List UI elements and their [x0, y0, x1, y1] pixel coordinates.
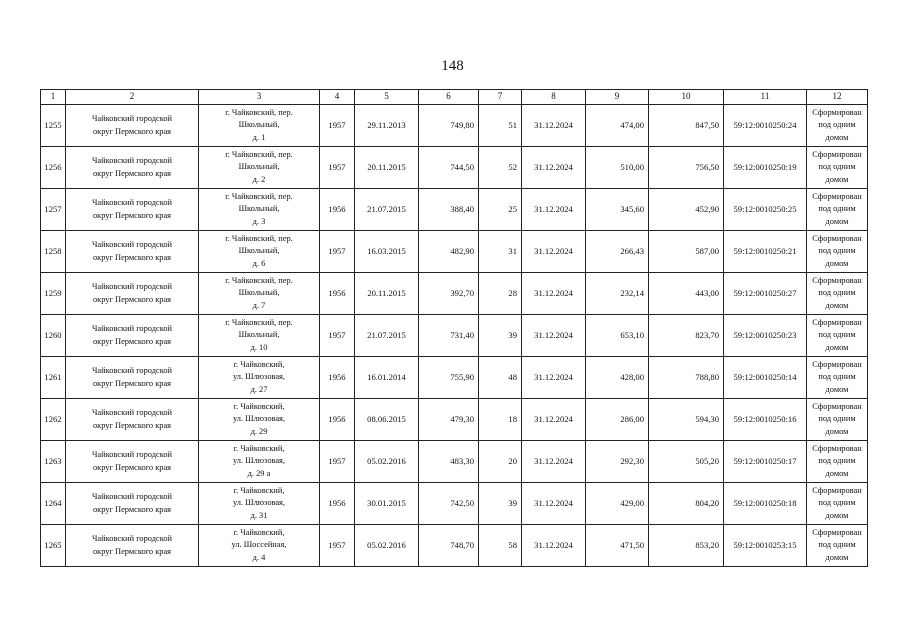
cadastral-number-cell: 59:12:0010250:25: [724, 189, 807, 231]
cadastral-number-cell: 59:12:0010250:24: [724, 105, 807, 147]
status-cell: [807, 525, 868, 567]
residents-cell: 58: [479, 525, 522, 567]
land-area-cell: 823,70: [649, 315, 724, 357]
residents-cell: 48: [479, 357, 522, 399]
column-number-header-row: [41, 90, 868, 105]
status-line: Сформирован: [812, 107, 862, 117]
municipality-line: округ Пермского края: [92, 336, 172, 346]
column-header: 10: [649, 90, 724, 105]
status-cell: [807, 315, 868, 357]
address-line: г. Чайковский, пер.: [225, 107, 293, 117]
deadline-cell: 31.12.2024: [522, 357, 586, 399]
municipality-line: округ Пермского края: [92, 294, 172, 304]
address-line: д. 29 а: [247, 468, 271, 478]
date-cell: 20.11.2015: [355, 147, 419, 189]
municipality-cell: [66, 483, 199, 525]
build-year-cell: 1957: [320, 315, 355, 357]
column-header: 1: [41, 90, 66, 105]
status-cell: [807, 231, 868, 273]
living-area-cell: 232,14: [586, 273, 649, 315]
address-line: г. Чайковский,: [233, 443, 285, 453]
address-line: Школьный,: [238, 330, 280, 340]
address-cell: [199, 105, 320, 147]
municipality-line: округ Пермского края: [92, 420, 172, 430]
living-area-cell: 428,00: [586, 357, 649, 399]
municipality-cell: [66, 357, 199, 399]
living-area-cell: 345,60: [586, 189, 649, 231]
status-line: под одним домом: [818, 498, 856, 520]
total-area-cell: 744,50: [419, 147, 479, 189]
status-line: под одним домом: [818, 372, 856, 394]
residents-cell: 52: [479, 147, 522, 189]
address-cell: [199, 525, 320, 567]
status-cell: [807, 441, 868, 483]
municipality-line: округ Пермского края: [92, 378, 172, 388]
living-area-cell: 266,43: [586, 231, 649, 273]
residents-cell: 18: [479, 399, 522, 441]
housing-registry-table: [40, 89, 868, 567]
cadastral-number-cell: 59:12:0010253:15: [724, 525, 807, 567]
deadline-cell: 31.12.2024: [522, 315, 586, 357]
address-cell: [199, 231, 320, 273]
residents-cell: 51: [479, 105, 522, 147]
municipality-line: округ Пермского края: [92, 126, 172, 136]
status-line: Сформирован: [812, 317, 862, 327]
municipality-cell: [66, 273, 199, 315]
address-cell: [199, 483, 320, 525]
municipality-cell: [66, 441, 199, 483]
municipality-cell: [66, 315, 199, 357]
date-cell: 30.01.2015: [355, 483, 419, 525]
column-header: 12: [807, 90, 868, 105]
row-number-cell: 1263: [41, 441, 66, 483]
cadastral-number-cell: 59:12:0010250:23: [724, 315, 807, 357]
municipality-line: округ Пермского края: [92, 252, 172, 262]
status-line: Сформирован: [812, 233, 862, 243]
municipality-line: округ Пермского края: [92, 462, 172, 472]
deadline-cell: 31.12.2024: [522, 273, 586, 315]
address-line: г. Чайковский, пер.: [225, 233, 293, 243]
date-cell: 29.11.2013: [355, 105, 419, 147]
table-row: [41, 105, 868, 147]
build-year-cell: 1957: [320, 105, 355, 147]
address-line: д. 3: [252, 216, 266, 226]
address-line: ул. Шлюзовая,: [232, 372, 286, 382]
municipality-line: округ Пермского края: [92, 504, 172, 514]
status-line: Сформирован: [812, 485, 862, 495]
row-number-cell: 1258: [41, 231, 66, 273]
address-line: г. Чайковский, пер.: [225, 317, 293, 327]
residents-cell: 39: [479, 315, 522, 357]
address-line: д. 10: [250, 342, 268, 352]
deadline-cell: 31.12.2024: [522, 231, 586, 273]
address-line: г. Чайковский,: [233, 485, 285, 495]
address-line: г. Чайковский,: [233, 527, 285, 537]
address-cell: [199, 357, 320, 399]
address-line: Школьный,: [238, 162, 280, 172]
date-cell: 20.11.2015: [355, 273, 419, 315]
status-line: Сформирован: [812, 191, 862, 201]
address-line: д. 6: [252, 258, 266, 268]
address-line: г. Чайковский, пер.: [225, 191, 293, 201]
column-header: 6: [419, 90, 479, 105]
column-header: 5: [355, 90, 419, 105]
total-area-cell: 482,90: [419, 231, 479, 273]
total-area-cell: 748,70: [419, 525, 479, 567]
address-line: Школьный,: [238, 120, 280, 130]
row-number-cell: 1262: [41, 399, 66, 441]
status-line: Сформирован: [812, 527, 862, 537]
total-area-cell: 755,90: [419, 357, 479, 399]
deadline-cell: 31.12.2024: [522, 147, 586, 189]
living-area-cell: 292,30: [586, 441, 649, 483]
address-line: д. 31: [250, 510, 268, 520]
total-area-cell: 392,70: [419, 273, 479, 315]
land-area-cell: 587,00: [649, 231, 724, 273]
address-line: Школьный,: [238, 288, 280, 298]
cadastral-number-cell: 59:12:0010250:27: [724, 273, 807, 315]
municipality-line: Чайковский городской: [91, 407, 173, 417]
land-area-cell: 756,50: [649, 147, 724, 189]
municipality-line: Чайковский городской: [91, 323, 173, 333]
date-cell: 21.07.2015: [355, 315, 419, 357]
land-area-cell: 443,00: [649, 273, 724, 315]
municipality-cell: [66, 105, 199, 147]
status-line: под одним домом: [818, 120, 856, 142]
living-area-cell: 653,10: [586, 315, 649, 357]
build-year-cell: 1957: [320, 231, 355, 273]
status-line: Сформирован: [812, 149, 862, 159]
build-year-cell: 1956: [320, 273, 355, 315]
municipality-cell: [66, 525, 199, 567]
deadline-cell: 31.12.2024: [522, 441, 586, 483]
living-area-cell: 510,00: [586, 147, 649, 189]
address-cell: [199, 399, 320, 441]
land-area-cell: 594,30: [649, 399, 724, 441]
table-row: [41, 483, 868, 525]
column-header: 3: [199, 90, 320, 105]
deadline-cell: 31.12.2024: [522, 399, 586, 441]
address-line: д. 27: [250, 384, 268, 394]
municipality-line: округ Пермского края: [92, 168, 172, 178]
status-line: под одним домом: [818, 330, 856, 352]
address-line: г. Чайковский,: [233, 359, 285, 369]
total-area-cell: 731,40: [419, 315, 479, 357]
residents-cell: 39: [479, 483, 522, 525]
build-year-cell: 1957: [320, 441, 355, 483]
table-row: [41, 357, 868, 399]
status-cell: [807, 357, 868, 399]
address-line: ул. Шоссейная,: [231, 540, 287, 550]
municipality-line: округ Пермского края: [92, 546, 172, 556]
living-area-cell: 429,00: [586, 483, 649, 525]
address-line: ул. Шлюзовая,: [232, 498, 286, 508]
address-line: г. Чайковский,: [233, 401, 285, 411]
address-line: ул. Шлюзовая,: [232, 456, 286, 466]
municipality-cell: [66, 147, 199, 189]
table-row: [41, 147, 868, 189]
municipality-line: Чайковский городской: [91, 197, 173, 207]
date-cell: 05.02.2016: [355, 525, 419, 567]
date-cell: 16.01.2014: [355, 357, 419, 399]
land-area-cell: 847,50: [649, 105, 724, 147]
total-area-cell: 388,40: [419, 189, 479, 231]
address-cell: [199, 147, 320, 189]
table-row: [41, 441, 868, 483]
table-body: [41, 105, 868, 567]
address-cell: [199, 189, 320, 231]
address-line: г. Чайковский, пер.: [225, 149, 293, 159]
status-line: под одним домом: [818, 456, 856, 478]
table-row: [41, 315, 868, 357]
build-year-cell: 1957: [320, 147, 355, 189]
table-row: [41, 525, 868, 567]
row-number-cell: 1255: [41, 105, 66, 147]
status-line: под одним домом: [818, 288, 856, 310]
address-line: д. 29: [250, 426, 268, 436]
column-header: 11: [724, 90, 807, 105]
municipality-cell: [66, 399, 199, 441]
land-area-cell: 853,20: [649, 525, 724, 567]
land-area-cell: 804,20: [649, 483, 724, 525]
total-area-cell: 749,80: [419, 105, 479, 147]
status-line: под одним домом: [818, 414, 856, 436]
build-year-cell: 1956: [320, 483, 355, 525]
cadastral-number-cell: 59:12:0010250:21: [724, 231, 807, 273]
total-area-cell: 483,30: [419, 441, 479, 483]
municipality-line: округ Пермского края: [92, 210, 172, 220]
address-cell: [199, 441, 320, 483]
cadastral-number-cell: 59:12:0010250:14: [724, 357, 807, 399]
address-line: д. 2: [252, 174, 266, 184]
column-header: 4: [320, 90, 355, 105]
build-year-cell: 1956: [320, 399, 355, 441]
column-header: 7: [479, 90, 522, 105]
address-line: г. Чайковский, пер.: [225, 275, 293, 285]
residents-cell: 28: [479, 273, 522, 315]
build-year-cell: 1956: [320, 357, 355, 399]
address-cell: [199, 315, 320, 357]
residents-cell: 25: [479, 189, 522, 231]
address-line: д. 7: [252, 300, 266, 310]
status-line: под одним домом: [818, 540, 856, 562]
address-line: Школьный,: [238, 246, 280, 256]
table-row: [41, 399, 868, 441]
municipality-line: Чайковский городской: [91, 449, 173, 459]
date-cell: 16.03.2015: [355, 231, 419, 273]
residents-cell: 31: [479, 231, 522, 273]
municipality-line: Чайковский городской: [91, 365, 173, 375]
date-cell: 05.02.2016: [355, 441, 419, 483]
total-area-cell: 479,30: [419, 399, 479, 441]
residents-cell: 20: [479, 441, 522, 483]
cadastral-number-cell: 59:12:0010250:19: [724, 147, 807, 189]
date-cell: 08.06.2015: [355, 399, 419, 441]
status-cell: [807, 399, 868, 441]
land-area-cell: 788,80: [649, 357, 724, 399]
column-header: 2: [66, 90, 199, 105]
build-year-cell: 1957: [320, 525, 355, 567]
land-area-cell: 505,20: [649, 441, 724, 483]
living-area-cell: 471,50: [586, 525, 649, 567]
living-area-cell: 286,00: [586, 399, 649, 441]
address-cell: [199, 273, 320, 315]
row-number-cell: 1256: [41, 147, 66, 189]
living-area-cell: 474,00: [586, 105, 649, 147]
municipality-cell: [66, 231, 199, 273]
municipality-line: Чайковский городской: [91, 113, 173, 123]
status-line: под одним домом: [818, 162, 856, 184]
row-number-cell: 1261: [41, 357, 66, 399]
status-line: Сформирован: [812, 275, 862, 285]
row-number-cell: 1264: [41, 483, 66, 525]
cadastral-number-cell: 59:12:0010250:16: [724, 399, 807, 441]
status-line: Сформирован: [812, 443, 862, 453]
municipality-line: Чайковский городской: [91, 281, 173, 291]
deadline-cell: 31.12.2024: [522, 483, 586, 525]
address-line: ул. Шлюзовая,: [232, 414, 286, 424]
status-line: под одним домом: [818, 204, 856, 226]
municipality-line: Чайковский городской: [91, 533, 173, 543]
address-line: д. 1: [252, 132, 266, 142]
status-line: Сформирован: [812, 359, 862, 369]
status-line: под одним домом: [818, 246, 856, 268]
row-number-cell: 1265: [41, 525, 66, 567]
municipality-line: Чайковский городской: [91, 491, 173, 501]
row-number-cell: 1259: [41, 273, 66, 315]
deadline-cell: 31.12.2024: [522, 189, 586, 231]
municipality-cell: [66, 189, 199, 231]
land-area-cell: 452,90: [649, 189, 724, 231]
cadastral-number-cell: 59:12:0010250:17: [724, 441, 807, 483]
address-line: Школьный,: [238, 204, 280, 214]
deadline-cell: 31.12.2024: [522, 105, 586, 147]
page-number: 148: [441, 58, 464, 74]
row-number-cell: 1260: [41, 315, 66, 357]
status-cell: [807, 189, 868, 231]
build-year-cell: 1956: [320, 189, 355, 231]
total-area-cell: 742,50: [419, 483, 479, 525]
address-line: д. 4: [252, 552, 266, 562]
row-number-cell: 1257: [41, 189, 66, 231]
deadline-cell: 31.12.2024: [522, 525, 586, 567]
cadastral-number-cell: 59:12:0010250:18: [724, 483, 807, 525]
table-row: [41, 231, 868, 273]
status-cell: [807, 147, 868, 189]
municipality-line: Чайковский городской: [91, 239, 173, 249]
municipality-line: Чайковский городской: [91, 155, 173, 165]
status-cell: [807, 273, 868, 315]
table-row: [41, 189, 868, 231]
status-line: Сформирован: [812, 401, 862, 411]
status-cell: [807, 483, 868, 525]
column-header: 8: [522, 90, 586, 105]
date-cell: 21.07.2015: [355, 189, 419, 231]
table-row: [41, 273, 868, 315]
status-cell: [807, 105, 868, 147]
column-header: 9: [586, 90, 649, 105]
